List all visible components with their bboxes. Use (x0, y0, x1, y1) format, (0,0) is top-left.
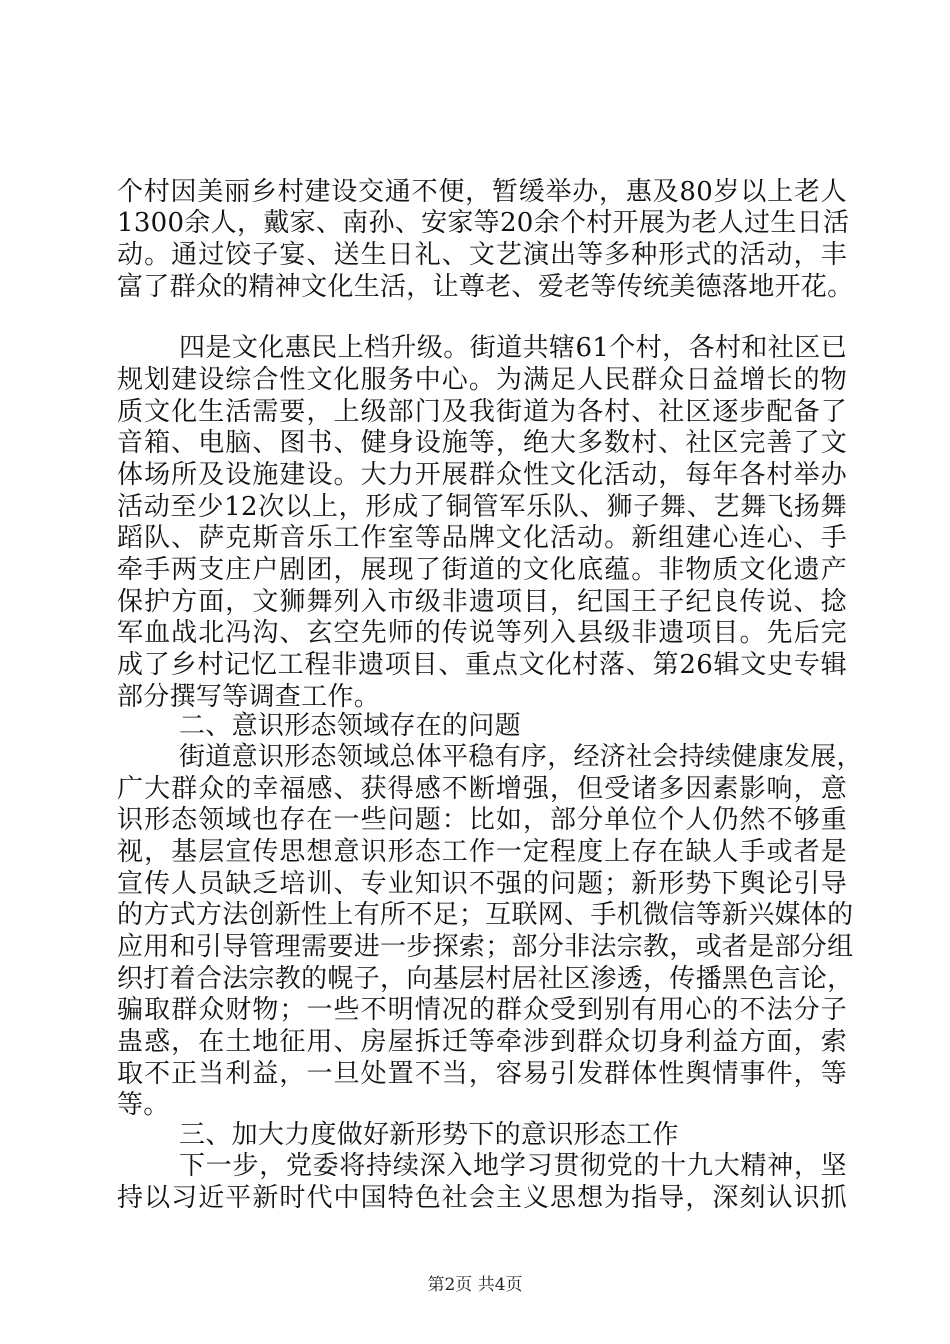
page-number-footer: 第2页 共4页 (427, 1275, 523, 1295)
text-line: 下一步，党委将持续深入地学习贯彻党的十九大精神，坚 (179, 1151, 847, 1181)
text-line: 蛊惑，在土地征用、房屋拆迁等牵涉到群众切身利益方面，索 (117, 1027, 847, 1057)
text-line: 个村因美丽乡村建设交通不便，暂缓举办，惠及80岁以上老人 (117, 177, 847, 207)
text-line: 活动至少12次以上，形成了铜管军乐队、狮子舞、艺舞飞扬舞 (117, 492, 847, 522)
text-line: 动。通过饺子宴、送生日礼、文艺演出等多种形式的活动，丰 (117, 240, 847, 270)
text-line: 持以习近平新时代中国特色社会主义思想为指导，深刻认识抓 (117, 1183, 847, 1213)
text-line: 成了乡村记忆工程非遗项目、重点文化村落、第26辑文史专辑 (117, 650, 847, 680)
text-line: 广大群众的幸福感、获得感不断增强，但受诸多因素影响，意 (117, 774, 847, 804)
section-heading: 三、加大力度做好新形势下的意识形态工作 (179, 1120, 679, 1150)
text-line: 体场所及设施建设。大力开展群众性文化活动，每年各村举办 (117, 460, 847, 490)
text-line: 1300余人，戴家、南孙、安家等20余个村开展为老人过生日活 (117, 208, 850, 238)
text-line: 等。 (117, 1090, 170, 1120)
text-line: 宣传人员缺乏培训、专业知识不强的问题；新形势下舆论引导 (117, 869, 847, 899)
text-line: 保护方面，文狮舞列入市级非遗项目，纪国王子纪良传说、捻 (117, 587, 847, 617)
section-heading: 二、意识形态领域存在的问题 (179, 711, 521, 741)
text-line: 视，基层宣传思想意识形态工作一定程度上存在缺人手或者是 (117, 837, 847, 867)
text-line: 骗取群众财物；一些不明情况的群众受到别有用心的不法分子 (117, 995, 847, 1025)
text-line: 织打着合法宗教的幌子，向基层村居社区渗透，传播黑色言论， (117, 964, 854, 994)
text-line: 取不正当利益，一旦处置不当，容易引发群体性舆情事件，等 (117, 1059, 847, 1089)
text-line: 街道意识形态领域总体平稳有序，经济社会持续健康发展， (179, 742, 863, 772)
text-line: 规划建设综合性文化服务中心。为满足人民群众日益增长的物 (117, 365, 847, 395)
text-line: 军血战北冯沟、玄空先师的传说等列入县级非遗项目。先后完 (117, 618, 847, 648)
text-line: 四是文化惠民上档升级。街道共辖61个村，各村和社区已 (179, 333, 847, 363)
text-line: 的方式方法创新性上有所不足；互联网、手机微信等新兴媒体的 (117, 900, 854, 930)
text-line: 应用和引导管理需要进一步探索；部分非法宗教，或者是部分组 (117, 932, 854, 962)
text-line: 部分撰写等调查工作。 (117, 682, 381, 712)
text-line: 识形态领域也存在一些问题：比如，部分单位个人仍然不够重 (117, 805, 847, 835)
text-line: 质文化生活需要，上级部门及我街道为各村、社区逐步配备了 (117, 397, 847, 427)
text-line: 蹈队、萨克斯音乐工作室等品牌文化活动。新组建心连心、手 (117, 523, 847, 553)
text-line: 音箱、电脑、图书、健身设施等，绝大多数村、社区完善了文 (117, 428, 847, 458)
text-line: 牵手两支庄户剧团，展现了街道的文化底蕴。非物质文化遗产 (117, 555, 847, 585)
text-line: 富了群众的精神文化生活，让尊老、爱老等传统美德落地开花。 (117, 272, 854, 302)
